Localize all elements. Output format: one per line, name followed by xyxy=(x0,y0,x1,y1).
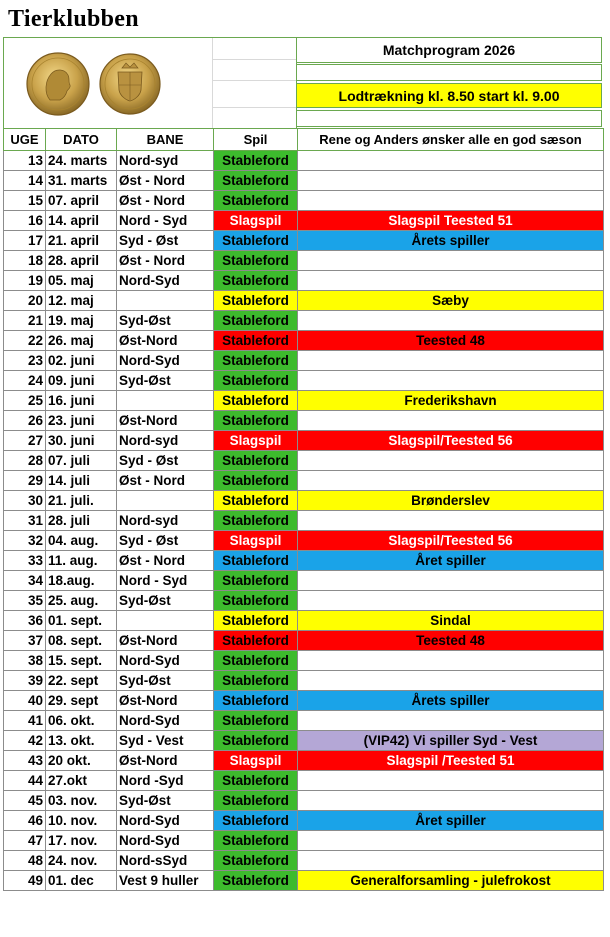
note-cell: Året spiller xyxy=(298,811,604,831)
game-cell: Stableford xyxy=(214,291,298,311)
course-cell: Nord-Syd xyxy=(117,271,214,291)
table-row xyxy=(4,291,604,311)
course-cell xyxy=(117,291,214,311)
table-row xyxy=(4,831,604,851)
date-cell: 09. juni xyxy=(46,371,117,391)
course-cell: Syd-Øst xyxy=(117,311,214,331)
course-cell: Øst-Nord xyxy=(117,331,214,351)
course-cell: Nord - Syd xyxy=(117,211,214,231)
course-cell: Vest 9 huller xyxy=(117,871,214,891)
note-part-a: Slagspil/ xyxy=(388,533,444,548)
week-cell: 22 xyxy=(4,331,46,351)
game-cell: Stableford xyxy=(214,271,298,291)
table-row xyxy=(4,551,604,571)
col-dato: DATO xyxy=(46,129,117,151)
game-cell: Slagspil xyxy=(214,531,298,551)
week-cell: 48 xyxy=(4,851,46,871)
table-row xyxy=(4,351,604,371)
week-cell: 45 xyxy=(4,791,46,811)
week-cell: 38 xyxy=(4,651,46,671)
col-uge: UGE xyxy=(4,129,46,151)
game-cell: Stableford xyxy=(214,591,298,611)
course-cell: Syd-Øst xyxy=(117,591,214,611)
week-cell: 27 xyxy=(4,431,46,451)
game-cell: Stableford xyxy=(214,691,298,711)
page-title: Tierklubben xyxy=(8,6,139,32)
note-cell xyxy=(298,791,604,811)
note-part-b: Teested 56 xyxy=(443,433,513,448)
note-cell xyxy=(298,751,604,771)
date-cell: 30. juni xyxy=(46,431,117,451)
game-cell: Stableford xyxy=(214,771,298,791)
table-row xyxy=(4,591,604,611)
note-cell: Generalforsamling - julefrokost xyxy=(298,871,604,891)
date-cell: 12. maj xyxy=(46,291,117,311)
course-cell: Syd-Øst xyxy=(117,791,214,811)
course-cell xyxy=(117,491,214,511)
week-cell: 23 xyxy=(4,351,46,371)
date-cell: 06. okt. xyxy=(46,711,117,731)
course-cell: Nord -Syd xyxy=(117,771,214,791)
game-cell: Stableford xyxy=(214,851,298,871)
table-row xyxy=(4,431,604,451)
table-row xyxy=(4,811,604,831)
course-cell: Øst - Nord xyxy=(117,251,214,271)
program-spacer xyxy=(296,64,602,81)
course-cell: Nord-syd xyxy=(117,151,214,171)
week-cell: 46 xyxy=(4,811,46,831)
table-row xyxy=(4,651,604,671)
note-cell xyxy=(298,211,604,231)
week-cell: 15 xyxy=(4,191,46,211)
week-cell: 16 xyxy=(4,211,46,231)
date-cell: 26. maj xyxy=(46,331,117,351)
date-cell: 15. sept. xyxy=(46,651,117,671)
table-row xyxy=(4,411,604,431)
col-spil: Spil xyxy=(214,129,298,151)
table-row xyxy=(4,631,604,651)
date-cell: 14. april xyxy=(46,211,117,231)
week-cell: 32 xyxy=(4,531,46,551)
course-cell: Nord-Syd xyxy=(117,811,214,831)
note-cell xyxy=(298,451,604,471)
note-part-b: Teested 51 xyxy=(440,213,513,228)
note-cell xyxy=(298,431,604,451)
note-cell: (VIP42) Vi spiller Syd - Vest xyxy=(298,731,604,751)
week-cell: 19 xyxy=(4,271,46,291)
table-row xyxy=(4,611,604,631)
course-cell: Øst - Nord xyxy=(117,171,214,191)
date-cell: 04. aug. xyxy=(46,531,117,551)
game-cell: Stableford xyxy=(214,371,298,391)
game-cell: Slagspil xyxy=(214,431,298,451)
note-cell: Teested 48 xyxy=(298,331,604,351)
coin-crest-icon xyxy=(100,54,160,114)
note-part-a: Slagspil/ xyxy=(388,433,444,448)
date-cell: 28. april xyxy=(46,251,117,271)
note-cell xyxy=(298,351,604,371)
course-cell: Nord-Syd xyxy=(117,651,214,671)
table-row xyxy=(4,851,604,871)
date-cell: 05. maj xyxy=(46,271,117,291)
date-cell: 16. juni xyxy=(46,391,117,411)
date-cell: 18.aug. xyxy=(46,571,117,591)
note-cell xyxy=(298,271,604,291)
schedule-table xyxy=(3,128,604,891)
game-cell: Slagspil xyxy=(214,751,298,771)
table-row xyxy=(4,391,604,411)
note-cell xyxy=(298,591,604,611)
course-cell: Syd - Øst xyxy=(117,451,214,471)
coins-image xyxy=(4,38,296,128)
game-cell: Stableford xyxy=(214,411,298,431)
program-title: Matchprogram 2026 xyxy=(296,37,602,63)
game-cell: Stableford xyxy=(214,171,298,191)
table-row xyxy=(4,191,604,211)
week-cell: 40 xyxy=(4,691,46,711)
week-cell: 33 xyxy=(4,551,46,571)
game-cell: Stableford xyxy=(214,251,298,271)
date-cell: 17. nov. xyxy=(46,831,117,851)
week-cell: 47 xyxy=(4,831,46,851)
date-cell: 21. juli. xyxy=(46,491,117,511)
week-cell: 17 xyxy=(4,231,46,251)
note-cell xyxy=(298,371,604,391)
note-cell: Årets spiller xyxy=(298,231,604,251)
date-cell: 10. nov. xyxy=(46,811,117,831)
note-cell xyxy=(298,771,604,791)
date-cell: 23. juni xyxy=(46,411,117,431)
game-cell: Stableford xyxy=(214,571,298,591)
note-cell: Brønderslev xyxy=(298,491,604,511)
table-row xyxy=(4,511,604,531)
game-cell: Stableford xyxy=(214,631,298,651)
week-cell: 20 xyxy=(4,291,46,311)
course-cell: Syd-Øst xyxy=(117,371,214,391)
note-cell xyxy=(298,831,604,851)
note-cell xyxy=(298,851,604,871)
note-cell xyxy=(298,711,604,731)
game-cell: Slagspil xyxy=(214,211,298,231)
table-row xyxy=(4,271,604,291)
date-cell: 22. sept xyxy=(46,671,117,691)
date-cell: 01. dec xyxy=(46,871,117,891)
week-cell: 26 xyxy=(4,411,46,431)
week-cell: 14 xyxy=(4,171,46,191)
table-row xyxy=(4,731,604,751)
table-row xyxy=(4,531,604,551)
week-cell: 35 xyxy=(4,591,46,611)
game-cell: Stableford xyxy=(214,391,298,411)
course-cell: Øst - Nord xyxy=(117,191,214,211)
week-cell: 28 xyxy=(4,451,46,471)
col-bane: BANE xyxy=(117,129,214,151)
week-cell: 24 xyxy=(4,371,46,391)
game-cell: Stableford xyxy=(214,331,298,351)
note-cell xyxy=(298,471,604,491)
game-cell: Stableford xyxy=(214,231,298,251)
game-cell: Stableford xyxy=(214,191,298,211)
week-cell: 30 xyxy=(4,491,46,511)
game-cell: Stableford xyxy=(214,871,298,891)
course-cell: Syd - Øst xyxy=(117,231,214,251)
game-cell: Stableford xyxy=(214,791,298,811)
note-cell: Frederikshavn xyxy=(298,391,604,411)
table-row xyxy=(4,691,604,711)
col-note: Rene og Anders ønsker alle en god sæson xyxy=(298,129,604,151)
date-cell: 19. maj xyxy=(46,311,117,331)
table-row xyxy=(4,231,604,251)
date-cell: 31. marts xyxy=(46,171,117,191)
game-cell: Stableford xyxy=(214,711,298,731)
course-cell: Nord-Syd xyxy=(117,351,214,371)
table-row xyxy=(4,791,604,811)
course-cell: Syd - Vest xyxy=(117,731,214,751)
game-cell: Stableford xyxy=(214,811,298,831)
course-cell xyxy=(117,391,214,411)
note-part-b: /Teested 51 xyxy=(441,753,515,768)
table-row xyxy=(4,571,604,591)
note-cell: Teested 48 xyxy=(298,631,604,651)
week-cell: 21 xyxy=(4,311,46,331)
date-cell: 24. marts xyxy=(46,151,117,171)
course-cell: Nord-sSyd xyxy=(117,851,214,871)
table-row xyxy=(4,871,604,891)
game-cell: Stableford xyxy=(214,511,298,531)
game-cell: Stableford xyxy=(214,611,298,631)
date-cell: 29. sept xyxy=(46,691,117,711)
date-cell: 14. juli xyxy=(46,471,117,491)
table-row xyxy=(4,771,604,791)
course-cell: Nord-Syd xyxy=(117,831,214,851)
note-cell xyxy=(298,251,604,271)
game-cell: Stableford xyxy=(214,731,298,751)
table-row xyxy=(4,171,604,191)
program-spacer-2 xyxy=(296,110,602,127)
date-cell: 07. juli xyxy=(46,451,117,471)
note-cell xyxy=(298,511,604,531)
week-cell: 36 xyxy=(4,611,46,631)
table-row xyxy=(4,711,604,731)
game-cell: Stableford xyxy=(214,471,298,491)
week-cell: 34 xyxy=(4,571,46,591)
week-cell: 44 xyxy=(4,771,46,791)
course-cell: Øst-Nord xyxy=(117,751,214,771)
game-cell: Stableford xyxy=(214,311,298,331)
week-cell: 42 xyxy=(4,731,46,751)
game-cell: Stableford xyxy=(214,831,298,851)
table-row xyxy=(4,311,604,331)
week-cell: 41 xyxy=(4,711,46,731)
date-cell: 01. sept. xyxy=(46,611,117,631)
course-cell: Øst-Nord xyxy=(117,411,214,431)
course-cell: Øst - Nord xyxy=(117,551,214,571)
course-cell: Nord-syd xyxy=(117,431,214,451)
game-cell: Stableford xyxy=(214,151,298,171)
table-row xyxy=(4,671,604,691)
date-cell: 03. nov. xyxy=(46,791,117,811)
table-row xyxy=(4,211,604,231)
table-row xyxy=(4,251,604,271)
note-cell xyxy=(298,651,604,671)
note-part-b: Teested 56 xyxy=(443,533,513,548)
note-cell xyxy=(298,191,604,211)
table-row xyxy=(4,331,604,351)
table-header-row xyxy=(4,129,604,151)
date-cell: 25. aug. xyxy=(46,591,117,611)
course-cell: Øst-Nord xyxy=(117,691,214,711)
week-cell: 13 xyxy=(4,151,46,171)
note-cell xyxy=(298,671,604,691)
note-part-a: Slagspil xyxy=(386,753,442,768)
date-cell: 02. juni xyxy=(46,351,117,371)
table-row xyxy=(4,491,604,511)
date-cell: 27.okt xyxy=(46,771,117,791)
week-cell: 29 xyxy=(4,471,46,491)
date-cell: 21. april xyxy=(46,231,117,251)
game-cell: Stableford xyxy=(214,491,298,511)
note-cell: Årets spiller xyxy=(298,691,604,711)
date-cell: 08. sept. xyxy=(46,631,117,651)
week-cell: 43 xyxy=(4,751,46,771)
course-cell: Syd - Øst xyxy=(117,531,214,551)
note-part-a: Slagspil xyxy=(388,213,441,228)
week-cell: 39 xyxy=(4,671,46,691)
note-cell xyxy=(298,531,604,551)
course-cell: Øst - Nord xyxy=(117,471,214,491)
week-cell: 49 xyxy=(4,871,46,891)
week-cell: 25 xyxy=(4,391,46,411)
note-cell xyxy=(298,411,604,431)
table-row xyxy=(4,151,604,171)
game-cell: Stableford xyxy=(214,551,298,571)
game-cell: Stableford xyxy=(214,451,298,471)
date-cell: 20 okt. xyxy=(46,751,117,771)
note-cell: Sindal xyxy=(298,611,604,631)
date-cell: 11. aug. xyxy=(46,551,117,571)
course-cell: Nord-syd xyxy=(117,511,214,531)
note-cell: Sæby xyxy=(298,291,604,311)
lottery-banner: Lodtrækning kl. 8.50 start kl. 9.00 xyxy=(296,83,602,108)
game-cell: Stableford xyxy=(214,351,298,371)
note-cell xyxy=(298,151,604,171)
game-cell: Stableford xyxy=(214,651,298,671)
note-cell xyxy=(298,571,604,591)
date-cell: 07. april xyxy=(46,191,117,211)
date-cell: 28. juli xyxy=(46,511,117,531)
note-cell xyxy=(298,311,604,331)
game-cell: Stableford xyxy=(214,671,298,691)
course-cell: Øst-Nord xyxy=(117,631,214,651)
course-cell xyxy=(117,611,214,631)
course-cell: Nord-Syd xyxy=(117,711,214,731)
week-cell: 31 xyxy=(4,511,46,531)
date-cell: 13. okt. xyxy=(46,731,117,751)
table-row xyxy=(4,371,604,391)
note-cell: Året spiller xyxy=(298,551,604,571)
table-row xyxy=(4,751,604,771)
table-row xyxy=(4,471,604,491)
date-cell: 24. nov. xyxy=(46,851,117,871)
week-cell: 37 xyxy=(4,631,46,651)
coin-portrait-icon xyxy=(27,53,89,115)
course-cell: Nord - Syd xyxy=(117,571,214,591)
table-row xyxy=(4,451,604,471)
note-cell xyxy=(298,171,604,191)
week-cell: 18 xyxy=(4,251,46,271)
course-cell: Syd-Øst xyxy=(117,671,214,691)
